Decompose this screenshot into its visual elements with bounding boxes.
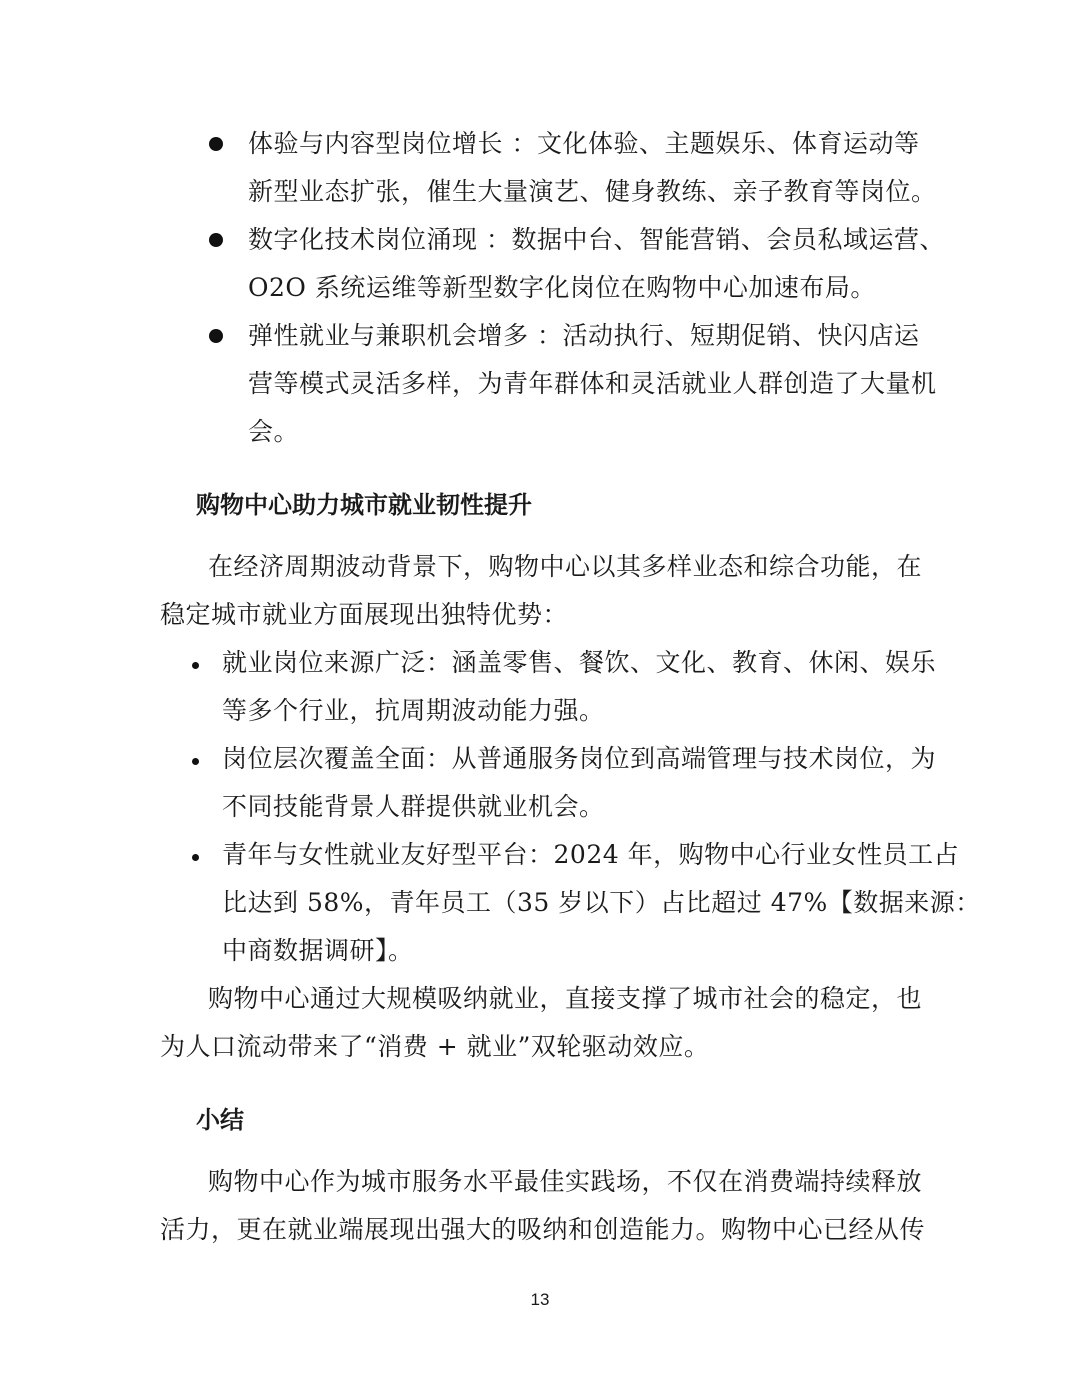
paragraph-line: 在经济周期波动背景下，购物中心以其多样业态和综合功能，在 xyxy=(208,552,923,581)
list-item-line: 中商数据调研】。 xyxy=(222,936,414,965)
paragraph-line: 购物中心作为城市服务水平最佳实践场，不仅在消费端持续释放 xyxy=(208,1167,923,1196)
paragraph-line: 购物中心通过大规模吸纳就业，直接支撑了城市社会的稳定，也 xyxy=(208,984,923,1013)
list-item-line: 青年与女性就业友好型平台：2024 年，购物中心行业女性员工占 xyxy=(222,840,960,869)
paragraph-line: 为人口流动带来了“消费 + 就业”双轮驱动效应。 xyxy=(160,1032,710,1061)
bullet-dot-icon xyxy=(209,233,223,247)
bullet-dot-icon xyxy=(192,854,199,861)
page-number: 13 xyxy=(530,1290,550,1309)
list-item-line: 比达到 58%，青年员工（35 岁以下）占比超过 47%【数据来源： xyxy=(222,888,981,917)
paragraph-line: 活力，更在就业端展现出强大的吸纳和创造能力。购物中心已经从传 xyxy=(160,1215,926,1244)
section-heading: 小结 xyxy=(196,1106,244,1134)
list-item-line: 新型业态扩张，催生大量演艺、健身教练、亲子教育等岗位。 xyxy=(248,177,937,206)
list-item-line: 营等模式灵活多样，为青年群体和灵活就业人群创造了大量机 xyxy=(248,369,937,398)
bullet-dot-icon xyxy=(192,758,199,765)
list-item-line: 不同技能背景人群提供就业机会。 xyxy=(222,792,605,821)
list-item-line: 就业岗位来源广泛：涵盖零售、餐饮、文化、教育、休闲、娱乐 xyxy=(222,648,937,677)
list-item-line: 数字化技术岗位涌现 ：数据中台、智能营销、会员私域运营、 xyxy=(248,225,945,254)
list-item-line: 岗位层次覆盖全面：从普通服务岗位到高端管理与技术岗位，为 xyxy=(222,744,937,773)
paragraph-line: 稳定城市就业方面展现出独特优势： xyxy=(160,600,569,629)
list-item-line: O2O 系统运维等新型数字化岗位在购物中心加速布局。 xyxy=(248,273,876,302)
list-item-line: 会。 xyxy=(248,417,300,446)
section-heading: 购物中心助力城市就业韧性提升 xyxy=(196,491,532,519)
bullet-dot-icon xyxy=(209,137,223,151)
list-item-line: 等多个行业，抗周期波动能力强。 xyxy=(222,696,605,725)
bullet-dot-icon xyxy=(192,662,199,669)
bullet-dot-icon xyxy=(209,329,223,343)
list-item-line: 体验与内容型岗位增长 ：文化体验、主题娱乐、体育运动等 xyxy=(248,129,920,158)
list-item-line: 弹性就业与兼职机会增多 ：活动执行、短期促销、快闪店运 xyxy=(248,321,920,350)
